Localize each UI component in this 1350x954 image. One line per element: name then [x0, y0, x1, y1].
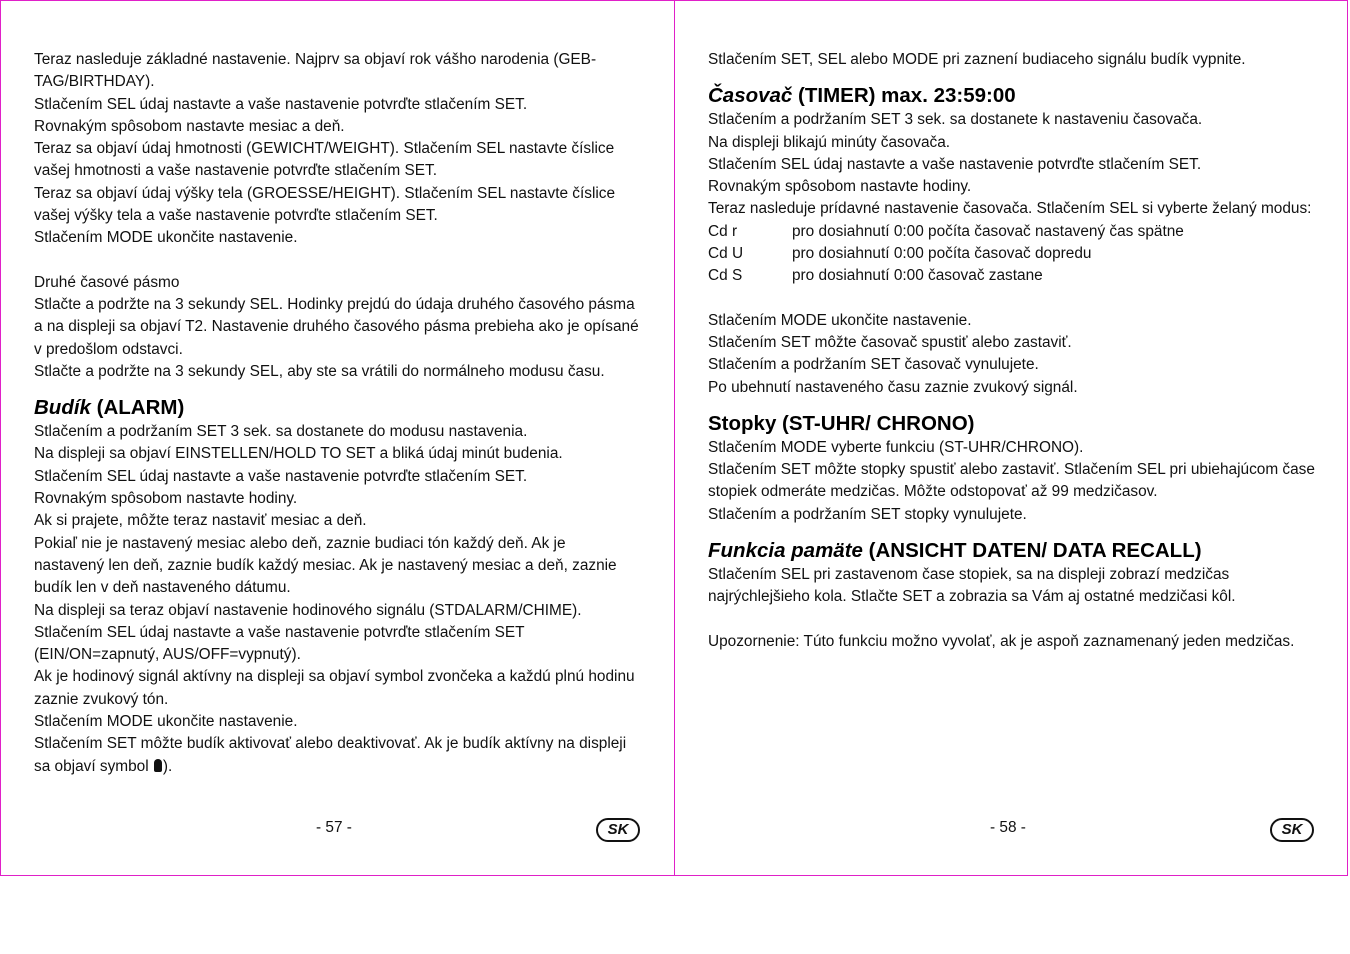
paragraph: Stlačením SEL údaj nastavte a vaše nastavenie potvrďte stlačením SET.: [708, 155, 1202, 173]
paragraph: Stlačením SEL údaj nastavte a vaše nastavenie potvrďte stlačením SET (EIN/ON=zapnutý, AUS/OFF=vypnutý).: [34, 623, 525, 664]
alarm-heading-rest: (ALARM): [90, 396, 185, 420]
paragraph: Na displeji blikajú minúty časovača.: [708, 133, 951, 151]
paragraph: Na displeji sa teraz objaví nastavenie hodinového signálu (STDALARM/CHIME).: [34, 601, 582, 619]
paragraph: Stlačte a podržte na 3 sekundy SEL, aby ste sa vrátili do normálneho modusu času.: [34, 362, 605, 380]
paragraph: Stlačením MODE ukončite nastavenie.: [34, 229, 298, 247]
paragraph: Stlačením MODE ukončite nastavenie.: [708, 311, 972, 329]
language-badge-right: SK: [1270, 818, 1314, 842]
alarm-last-end: ).: [162, 757, 173, 775]
page-divider: [674, 0, 675, 876]
paragraph: Teraz sa objaví údaj hmotnosti (GEWICHT/WEIGHT). Stlačením SEL nastavte číslice vašej hmotnosti a vaše nastavenie potvrďte stlačením SET.: [34, 140, 615, 180]
memory-heading: [708, 538, 1318, 564]
paragraph: Stlačením SET môžte časovač spustiť alebo zastaviť.: [708, 333, 1072, 351]
language-badge-left: SK: [596, 818, 640, 842]
right-page-content: [708, 49, 1318, 653]
paragraph: Stlačením SET môžte stopky spustiť alebo zastaviť. Stlačením SEL pri ubiehajúcom čase stopiek odmeráte medzičas. Môžte odstopovať až 99 medzičasov.: [708, 461, 1315, 501]
mode-row: [708, 243, 1318, 265]
paragraph: Stlačte a podržte na 3 sekundy SEL. Hodinky prejdú do údaja druhého časového pásma a na displeji sa objaví T2. Nastavenie druhého časového pásma prebieha ako je opísané v predošlom odstavci.: [34, 295, 639, 358]
timer-heading-rest: (TIMER) max. 23:59:00: [792, 84, 1016, 108]
paragraph: Ak si prajete, môžte teraz nastaviť mesiac a deň.: [34, 512, 367, 530]
paragraph: Teraz sa objaví údaj výšky tela (GROESSE/HEIGHT). Stlačením SEL nastavte číslice vašej výšky tela a vaše nastavenie potvrďte stlačením SET.: [34, 184, 616, 225]
mode-row: [708, 265, 1318, 287]
paragraph: Stlačením a podržaním SET 3 sek. sa dostanete k nastaveniu časovača.: [708, 111, 1203, 129]
mode-desc: pro dosiahnutí 0:00 počíta časovač nastavený čas spätne: [792, 222, 1184, 240]
memory-heading-italic: Funkcia pamäte: [708, 539, 863, 563]
paragraph: Stlačením MODE ukončite nastavenie.: [34, 713, 298, 731]
mode-key: Cd U: [708, 245, 744, 263]
paragraph: Rovnakým spôsobom nastavte hodiny.: [34, 490, 298, 508]
second-zone-heading: Druhé časové pásmo: [34, 273, 180, 291]
page-number-right: - 58 -: [990, 819, 1026, 836]
paragraph: Po ubehnutí nastaveného času zaznie zvukový signál.: [708, 378, 1078, 396]
paragraph: Rovnakým spôsobom nastavte hodiny.: [708, 178, 972, 196]
paragraph: [34, 733, 639, 778]
timer-heading-italic: Časovač: [708, 84, 793, 108]
mode-row: [708, 221, 1318, 243]
paragraph: Teraz nasleduje základné nastavenie. Najprv sa objaví rok vášho narodenia (GEB-TAG/BIRTHDAY).: [34, 51, 597, 91]
mode-desc: pro dosiahnutí 0:00 počíta časovač dopredu: [792, 245, 1092, 263]
alarm-heading-italic: Budík: [34, 396, 91, 420]
mode-desc: pro dosiahnutí 0:00 časovač zastane: [792, 267, 1043, 285]
stopwatch-heading: Stopky (ST-UHR/ CHRONO): [708, 411, 975, 435]
left-page-content: [34, 49, 639, 778]
note: Upozornenie: Túto funkciu možno vyvolať, ak je aspoň zaznamenaný jeden medzičas.: [708, 632, 1295, 650]
paragraph: Stlačením SET, SEL alebo MODE pri zaznení budiaceho signálu budík vypnite.: [708, 51, 1246, 68]
timer-heading: [708, 83, 1318, 109]
memory-heading-rest: (ANSICHT DATEN/ DATA RECALL): [862, 539, 1202, 563]
paragraph: Stlačením SEL údaj nastavte a vaše nastavenie potvrďte stlačením SET.: [34, 95, 528, 113]
paragraph: Stlačením SEL pri zastavenom čase stopiek, sa na displeji zobrazí medzičas najrýchlejšieho kola. Stlačte SET a zobrazia sa Vám aj ostatné medzičasi kôl.: [708, 566, 1236, 606]
paragraph: Stlačením SEL údaj nastavte a vaše nastavenie potvrďte stlačením SET.: [34, 467, 528, 485]
paragraph: Stlačením MODE vyberte funkciu (ST-UHR/CHRONO).: [708, 438, 1084, 456]
alarm-last-text: Stlačením SET môžte budík aktivovať alebo deaktivovať. Ak je budík aktívny na displeji sa objaví symbol: [34, 735, 627, 775]
paragraph: Rovnakým spôsobom nastavte mesiac a deň.: [34, 117, 345, 135]
paragraph: Teraz nasleduje prídavné nastavenie časovača. Stlačením SEL si vyberte želaný modus:: [708, 200, 1312, 218]
bell-icon: [154, 759, 162, 772]
paragraph: Stlačením a podržaním SET 3 sek. sa dostanete do modusu nastavenia.: [34, 423, 528, 441]
paragraph: Stlačením a podržaním SET časovač vynulujete.: [708, 356, 1039, 374]
page-number-left: - 57 -: [316, 819, 352, 836]
alarm-heading: [34, 395, 639, 421]
paragraph: Na displeji sa objaví EINSTELLEN/HOLD TO SET a bliká údaj minút budenia.: [34, 445, 563, 463]
mode-key: Cd r: [708, 222, 738, 240]
paragraph: Stlačením a podržaním SET stopky vynulujete.: [708, 505, 1027, 523]
mode-key: Cd S: [708, 267, 743, 285]
paragraph: Ak je hodinový signál aktívny na displeji sa objaví symbol zvončeka a každú plnú hodinu zaznie zvukový tón.: [34, 668, 635, 708]
paragraph: Pokiaľ nie je nastavený mesiac alebo deň, zaznie budiaci tón každý deň. Ak je nastavený len deň, zaznie budík každý mesiac. Ak je nastavený mesiac a deň, zaznie budík len v deň nastaveného dátumu.: [34, 534, 617, 597]
